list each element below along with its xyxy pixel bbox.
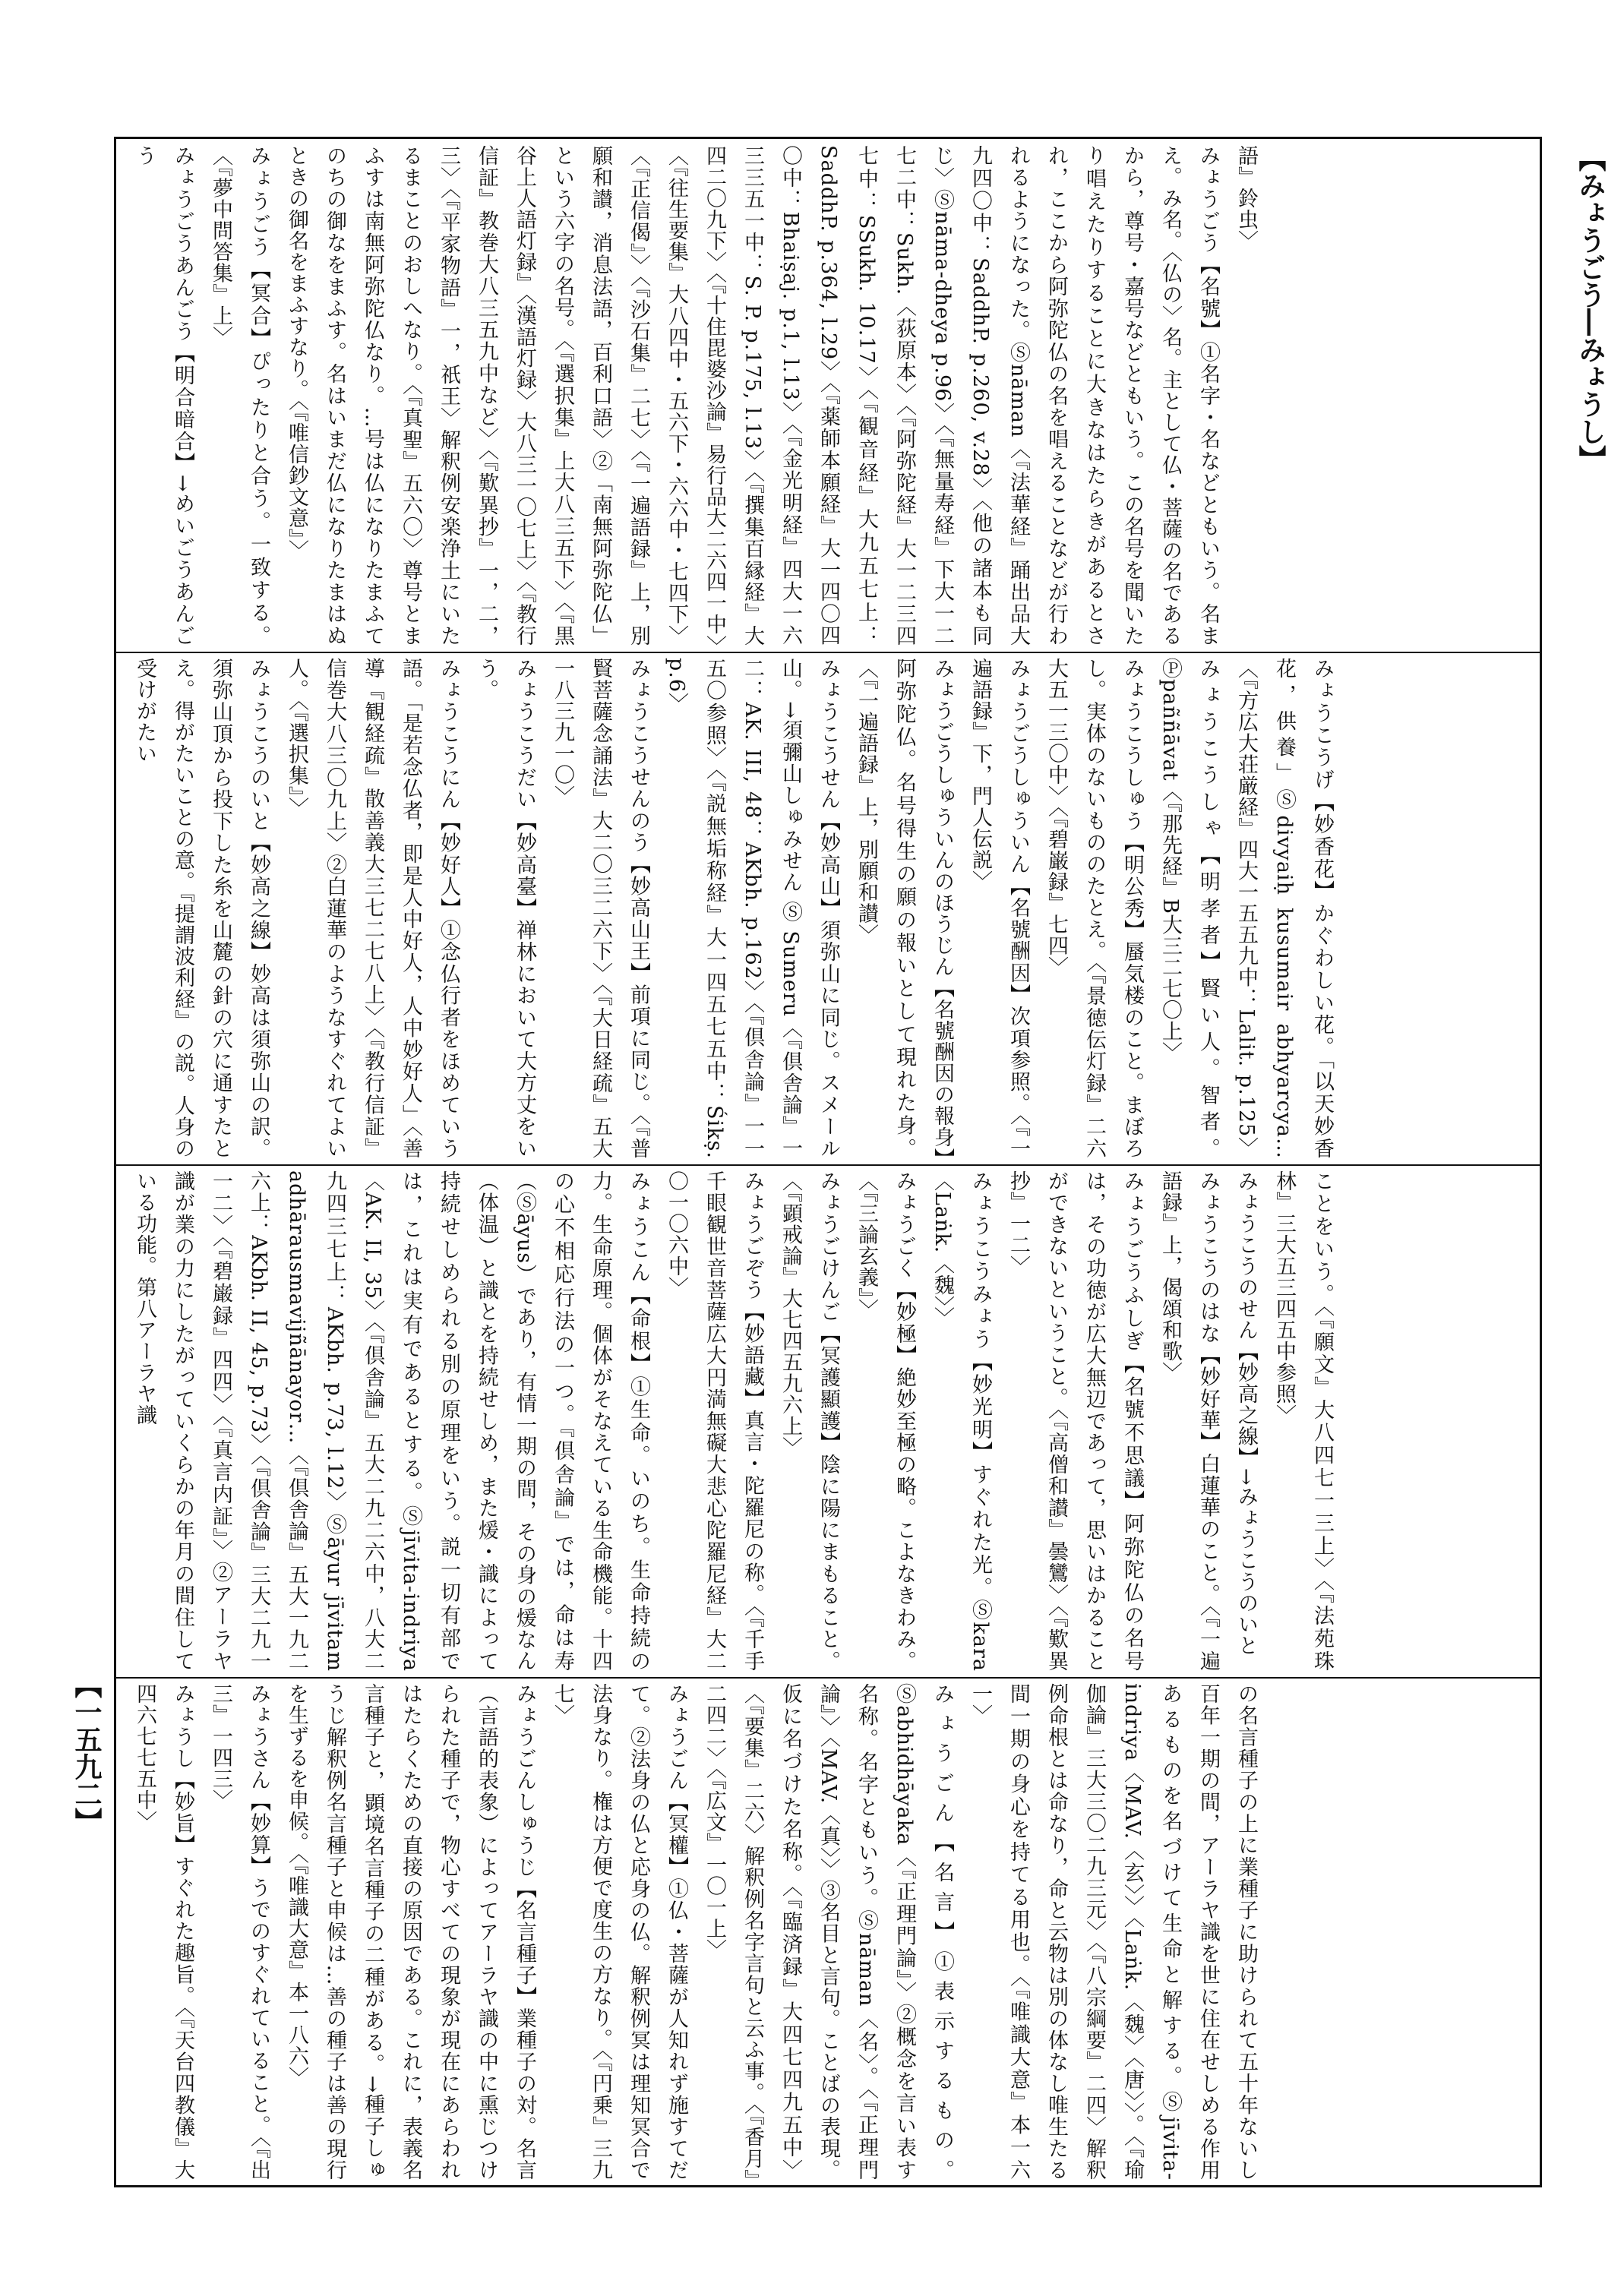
entry: 語』鈴虫〉 [1234,145,1258,251]
entry: の名言種子の上に業種子に助けられて五十年ないし百年一期の間，アーラヤ識を世に住在せしめる作用あるものを名づけて生命と解する。Ⓢjīvita-indriya〈MAV.〈玄〉〉〈Laṅk.〈魏〉〈唐〉〉。〈『瑜伽論』三大三〇二九三元〉〈『八宗綱要』二四〉解釈例命根とは命なり，命と云物は別の体なし唯生たる間一期の身心を持てる用也。〈『唯識大意』本一六一〉 [968,1683,1258,2181]
running-title: 【みょうごう―みょうし】 [1575,144,1607,472]
entry: みょうごうしゅういん【名號酬因】次項参照。〈『一遍語録』下，門人伝説〉 [968,658,1030,1159]
entry: みょうこうだい【妙高臺】禅林において大方丈をいう。 [475,658,536,1159]
entry: みょうごん【冥權】①仏・菩薩が人知れず施すてだて。②法身の仏と応身の仏。解釈例冥は理知冥合で法身なり。権は方便で度生の方なり。〈『円乗』三九七〉 [551,1683,688,2181]
entry: ことをいう。〈『願文』大八四七一三上〉〈『法苑珠林』三大五三四五中参照〉 [1272,1170,1334,1672]
entry: みょうごうしゅういんのほうじん【名號酬因の報身】阿弥陀仏。名号得生の願の報いとして現れた身。〈『一遍語録』上，別願和讃〉 [855,658,954,1159]
entry: みょうこうのせん【妙高之線】→みょうこうのいと [1234,1170,1258,1657]
tier-2 [125,658,1531,1159]
entry: みょうこうのいと【妙高之線】妙高は須弥山の訳。須弥山頂から投下した糸を山麓の針の穴に通すたとえ。得がたいことの意。『提謂波利経』の説。人身の受けがたい [133,658,270,1159]
tier-4-text [125,1683,1265,2181]
entry: みょうごけんご【冥護顯護】陰に陽にまもること。〈『顕戒論』大七四五九六上〉 [779,1170,840,1672]
tier-divider [116,1677,1540,1679]
entry: みょうこうしゅう【明公秀】蜃気楼のこと。まぼろし。実体のないもののたとえ。〈『景徳伝灯録』二六大五一三〇中〉〈『碧巌録』七四〉 [1044,658,1144,1159]
tier-3-text [125,1170,1341,1672]
tier-2-text [125,658,1341,1159]
entry: みょうこうみょう【妙光明】すぐれた光。Ⓢkara〈Laṅk.〈魏〉〉 [930,1170,992,1672]
tier-3 [125,1170,1531,1672]
tier-1-text [125,145,1265,646]
entry: みょうごく【妙極】絶妙至極の略。こよなきわみ。〈『三論玄義』〉 [855,1170,916,1672]
entry: みょうこうげ【妙香花】かぐわしい花。「以天妙香花，供養」Ⓢdivyaiḥ kusumair abhyarcya…〈『方広大荘厳経』四大一五五九中：Lalit. p.125〉 [1234,658,1334,1159]
tier-4 [125,1683,1531,2181]
entry: みょうごぞう【妙語藏】真言・陀羅尼の称。〈『千手千眼観世音菩薩広大円満無礙大悲心陀羅尼経』大二〇一〇六中〉 [665,1170,764,1672]
entry: みょうごうあんごう【明合暗合】→めいごうあんごう [133,145,194,646]
entry: みょうごん【名言】①表示するもの。Ⓢabhidhāyaka〈『正理門論』〉②概念を言い表す名称。名字ともいう。Ⓢnāman〈名〉。〈『正理門論』〉〈MAV.〈真〉〉③名目と言句。ことばの表現。仮に名づけた名称。〈『臨済録』大四七四九五中〉〈『要集』二六〉解釈例名字言句と云ふ事。〈『香月』二四二〉〈『広文』一〇一上〉 [703,1683,954,2181]
tier-divider [116,1164,1540,1166]
entry: みょうごう【名號】①名字・名などともいう。名まえ。み名。〈仏の〉名。主として仏・菩薩の名であるから，尊号・嘉号などともいう。この名号を聞いたり唱えたりすることに大きなはたらきがあるとされ，ここから阿弥陀仏の名を唱えることなどが行われるようになった。Ⓢnāman〈『法華経』踊出品大九四〇中：SaddhP. p.260, v.28〉〈他の諸本も同じ〉Ⓢnāma-dheya p.96〉〈『無量寿経』下大一二七二中：Sukh.〈荻原本〉〈『阿弥陀経』大一二三四七中：SSukh. 10.17〉〈『観音経』大九五七上：SaddhP. p.364, l.29〉〈『薬師本願経』大一四〇四〇中：Bhaiṣaj. p.1, l.13〉〈『金光明経』四大一六三三五一中：S. P. p.175, l.13〉〈『撰集百縁経』大四二〇九下〉〈『十住毘婆沙論』易行品大二六四一中〉〈『往生要集』大八四中・五六下・六六中・七四下〉〈『正信偈』〉〈『沙石集』二七〉〈『一遍語録』上，別願和讃，消息法語，百利口語〉②「南無阿弥陀仏」という六字の名号。〈『選択集』上大八三五下〉〈『黒谷上人語灯録』〈漢語灯録〉大八三一〇七上〉〈『教行信証』教巻大八三五九中など〉〈『歎異抄』一，二，三〉〈『平家物語』一，祇王〉解釈例安楽浄土にいたるまことのおしへなり。〈『真聖』五六〇〉尊号とまふすは南無阿弥陀仏なり。…号は仏になりたまふてのちの御なをまふす。名はいまだ仏になりたまはぬときの御名をまふすなり。〈『唯信鈔文意』〉 [285,145,1220,646]
page-number: 【一五九二】 [71,1671,103,1835]
entry: みょうこうせんのう【妙高山王】前項に同じ。〈『普賢菩薩念誦法』大二〇三二六下〉〈『大日経疏』五大一八三九一〇〉 [551,658,650,1159]
entry: みょうこん【命根】①生命。いのち。生命持続の力。生命原理。個体がそなえている生命機能。十四の心不相応行法の一つ。『倶舎論』では，命は寿（Ⓢāyus）であり，有情一期の間，その身の煖なん（体温）と識とを持続せしめ，また煖・識によって持続せしめられる別の原理をいう。説一切有部では，これは実有であるとする。Ⓢjīvita-indriya〈AK. II, 35〉〈『倶舎論』五大二九二六中，八大二九四三七上：AKbh. p.73, l.12〉Ⓢāyur jīvitam adhārausmavijñānayor…〈『倶舎論』五大一九二六上：AKbh. II, 45, p.73〉〈『倶舎論』三大二九一一二〉〈『碧巌録』四四〉〈『真言内証』〉②アーラヤ識が業の力にしたがっていくらかの年月の間住している功能。第八アーラヤ識 [133,1170,650,1672]
tier-1 [125,145,1531,646]
entry: みょうこうせん【妙高山】須弥山に同じ。スメール山。→須彌山しゅみせん Ⓢ Sumeru〈『倶舎論』一二：AK. III, 48：AKbh. p.162〉〈『倶舎論』一一五〇参照〉〈『説無垢称経』大一四五七五中：Śikṣ. p.6〉 [665,658,840,1159]
entry: みょうこうにん【妙好人】①念仏行者をほめていう語。「是若念仏者，即是人中好人，人中妙好人」〈善導『観経疏』散善義大三七二七八上〉〈『教行信証』信巻大八三〇九上〉②白蓮華のようなすぐれてよい人。〈『選択集』〉 [285,658,460,1159]
tier-divider [116,652,1540,653]
page-frame [114,137,1542,2187]
entry: みょうこうしゃ【明孝者】賢い人。智者。Ⓟpaññāvat〈『那先経』B大三二七〇上〉 [1158,658,1220,1159]
entry: みょうこうのはな【妙好華】白蓮華のこと。〈『一遍語録』上，偈頌和歌〉 [1158,1170,1220,1672]
entry: みょうさん【妙算】うでのすぐれていること。〈『出三』一四三〉 [209,1683,270,2181]
entry: みょうごんしゅうじ【名言種子】業種子の対。名言（言語的表象）によってアーラヤ識の中に熏じつけられた種子で，物心すべての現象が現在にあらわれはたらくための直接の原因である。これに，表義名言種子と，顕境名言種子の二種がある。→種子しゅうじ解釈例名言種子と申候は…善の種子は善の現行を生ずるを申候。〈『唯識大意』本一八六〉 [285,1683,536,2181]
entry: みょうごうふしぎ【名號不思議】阿弥陀仏の名号は，その功徳が広大無辺であって，思いはかることができないということ。〈『高僧和讃』曇鸞〉〈『歎異抄』一二〉 [1006,1170,1144,1672]
entry: みょうごう【冥合】ぴったりと合う。一致する。〈『夢中問答集』上〉 [209,145,270,646]
entry: みょうし【妙旨】すぐれた趣旨。〈『天台四教儀』大四六七七五中〉 [133,1683,194,2181]
